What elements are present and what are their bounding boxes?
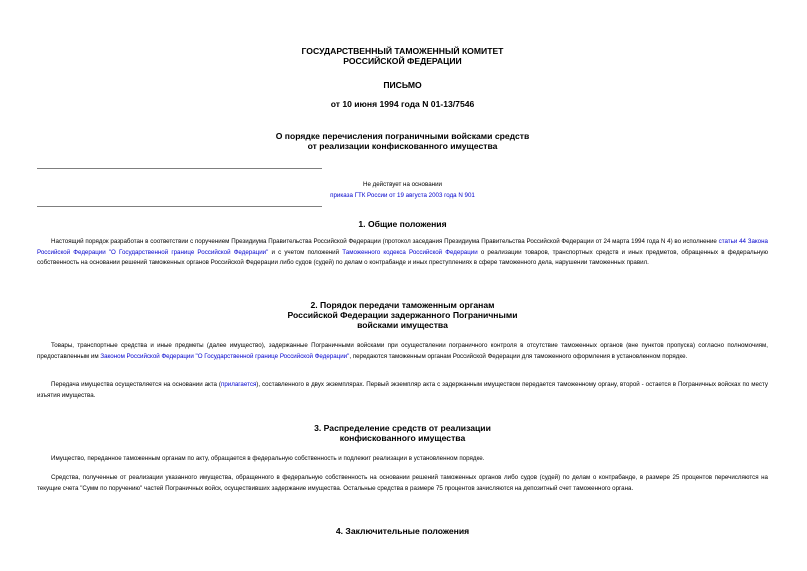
document-date-number: от 10 июня 1994 года N 01-13/7546 (330, 99, 475, 109)
agency-name-line1: ГОСУДАРСТВЕННЫЙ ТАМОЖЕННЫЙ КОМИТЕТ (301, 46, 504, 56)
section4-heading: 4. Заключительные положения (335, 526, 470, 536)
section1-body (37, 237, 768, 269)
document-title-line2: от реализации конфискованного имущества (307, 141, 498, 151)
customs-code-link[interactable]: Таможенного кодекса Российской Федерации (342, 248, 478, 256)
section2-paragraph1: Товары, транспортные средства и иные предметы (далее имущество), задержанные Пограничными войсками при осуществлении пограничного контроля в отсутствие таможенных органов (вне пунктов пропуска) согласно полномочиям, предоставленным им Законом Российской Федерации "О Государственной границе Российской Федерации", передаются таможенным органам Российской Федерации для таможенного оформления в установленном порядке. (37, 342, 768, 360)
section2-body (37, 341, 768, 362)
section3-body2 (37, 473, 768, 494)
section3-heading: 3. Распределение средств от реализации конфискованного имущества (314, 423, 491, 443)
status-order-link[interactable]: приказа ГТК России от 19 августа 2003 года N 901 (330, 191, 475, 199)
section3-body1 (37, 454, 768, 465)
act-appendix-link[interactable]: прилагается (220, 381, 257, 388)
section2-heading: 2. Порядок передачи таможенным органам Российской Федерации задержанного Пограничными войсками имущества (287, 300, 518, 330)
agency-name-line2: РОССИЙСКОЙ ФЕДЕРАЦИИ (343, 56, 462, 66)
document-type: ПИСЬМО (383, 80, 422, 90)
law-article44-link[interactable]: статьи 44 Закона Российской Федерации "О Государственной границе Российской Федерации" (37, 238, 768, 256)
section2-body2 (37, 380, 768, 401)
document-header (37, 46, 768, 66)
status-divider-top (37, 168, 322, 169)
section1-paragraph: Настоящий порядок разработан в соответствии с поручением Президиума Правительства Российской Федерации (протокол заседания Президиума Правительства Российской Федерации от 24 марта 1994 года N 4) во исполнение статьи 44 Закона Российской Федерации "О Государственной границе Российской Федерации" и с учетом положений Таможенного кодекса Российской Федерации о реализации товаров, транспортных средств и иных предметов, обращенных в федеральную собственность на основании решений таможенных органов Российской Федерации либо судов (судей) по делам о контрабанде и иных преступлениях в сфере таможенного дела, нарушении таможенных правил. (37, 238, 768, 267)
status-divider-bottom (37, 206, 322, 207)
section1-heading: 1. Общие положения (358, 219, 447, 229)
section3-paragraph1: Имущество, переданное таможенным органам по акту, обращается в федеральную собственность и подлежит реализации в установленном порядке. (51, 455, 485, 462)
document-title-line1: О порядке перечисления пограничными войсками средств (275, 131, 530, 141)
status-note-text: Не действует на основании (363, 181, 442, 188)
section3-paragraph2: Средства, полученные от реализации указанного имущества, обращенного в федеральную собственность на основании решений таможенных органов либо судов (судей) по делам о контрабанде, в размере 25 процентов перечисляются на текущие счета "Сумм по поручению" частей Пограничных войск, осуществивших задержание имущества. Остальные средства в размере 75 процентов зачисляются на депозитный счет таможенного органа. (37, 474, 768, 492)
section2-paragraph2: Передача имущества осуществляется на основании акта (прилагается), составленного в двух экземплярах. Первый экземпляр акта с задержанным имуществом передается таможенному органу, второй - остается в Пограничных войсках по месту изъятия имущества. (37, 381, 768, 399)
document-title (37, 131, 768, 151)
status-note (37, 180, 768, 201)
border-law-link[interactable]: Законом Российской Федерации "О Государственной границе Российской Федерации" (100, 352, 350, 360)
